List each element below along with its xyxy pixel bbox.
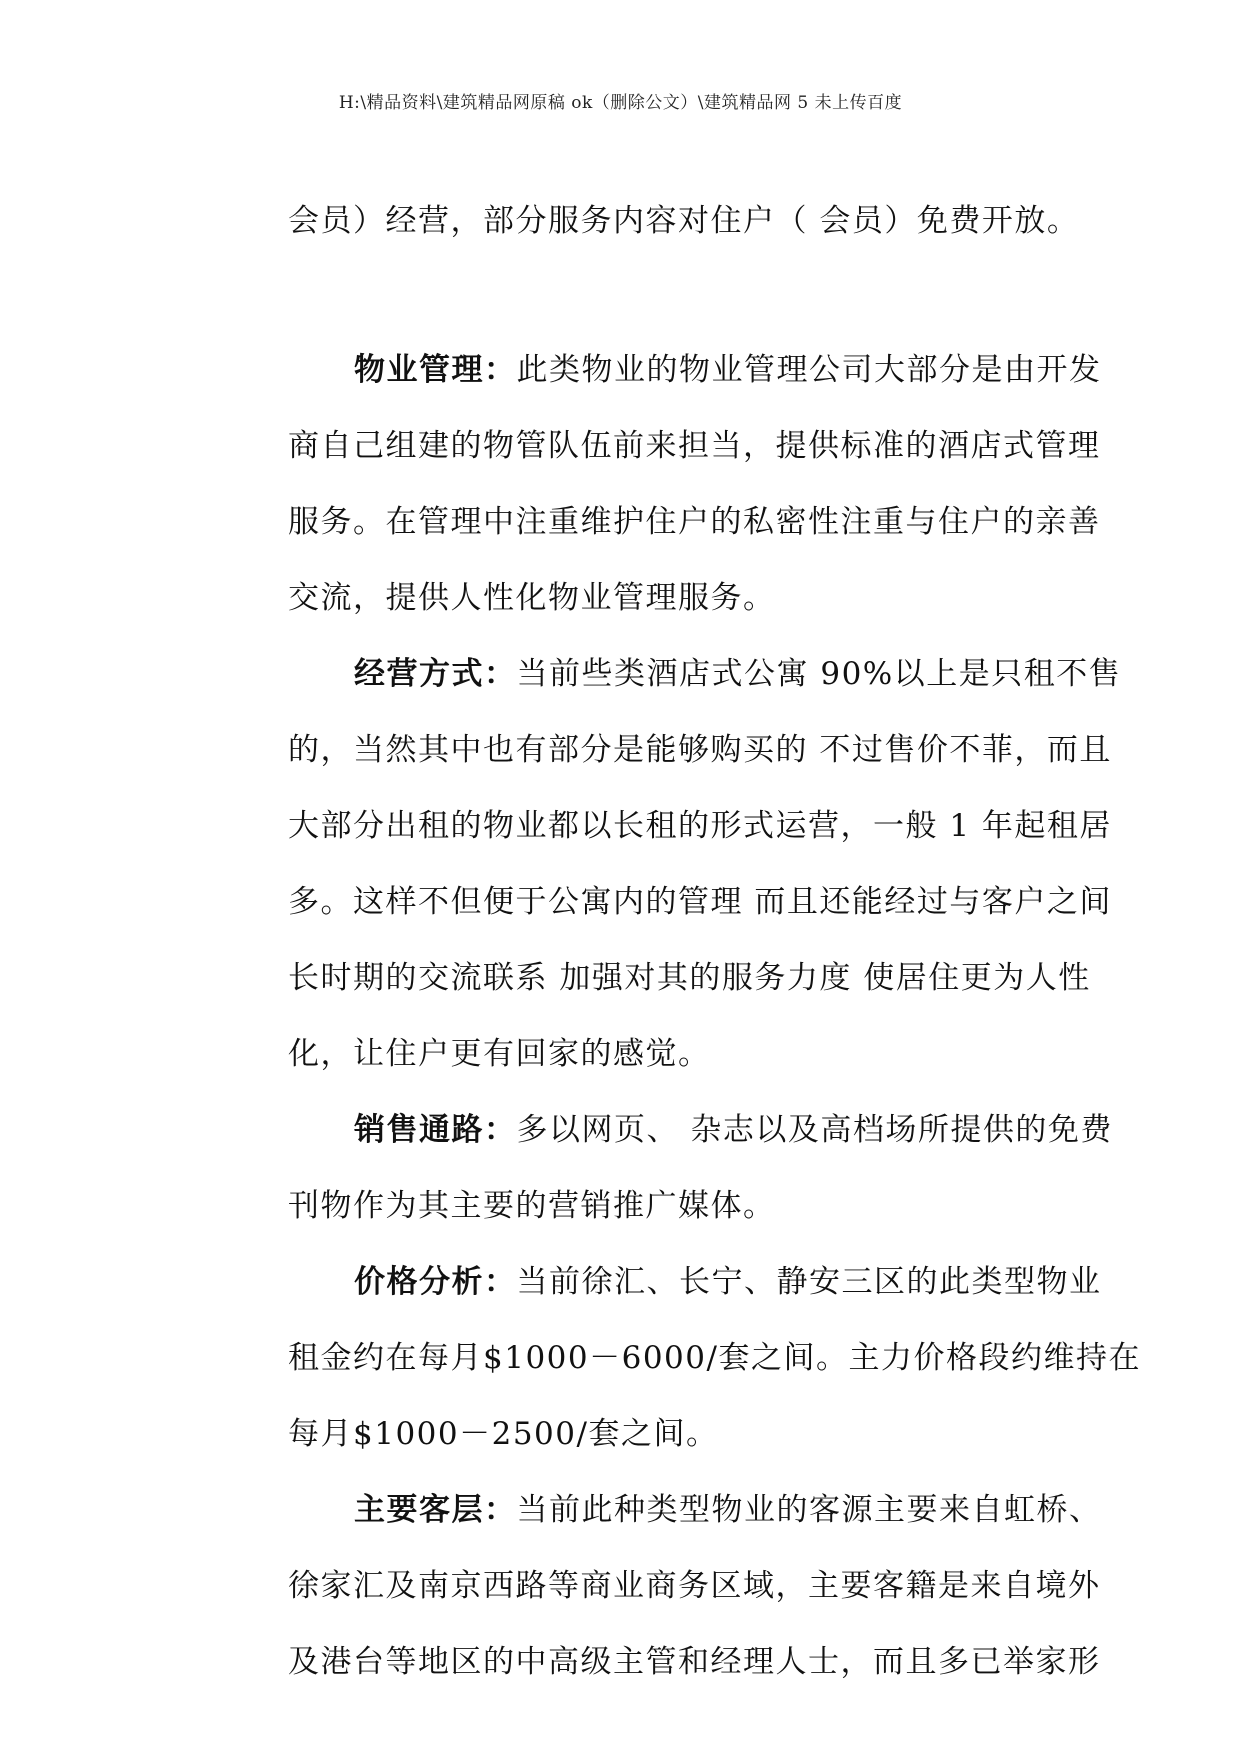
- section-line: 刊物作为其主要的营销推广媒体。: [288, 1188, 776, 1224]
- section-first-line: [288, 1262, 1102, 1302]
- section-text: 多以网页、 杂志以及高档场所提供的免费: [516, 1112, 1113, 1148]
- document-body: [288, 201, 1141, 1718]
- section-line: 租金约在每月$1000－6000/套之间。主力价格段约维持在: [288, 1340, 1141, 1376]
- section-line: 服务。在管理中注重维护住户的私密性注重与住户的亲善: [288, 504, 1101, 540]
- section-line: 商自己组建的物管队伍前来担当，提供标准的酒店式管理: [288, 428, 1101, 464]
- section-line: 多。这样不但便于公寓内的管理 而且还能经过与客户之间: [288, 884, 1112, 920]
- section-operation-mode: [288, 654, 1122, 1074]
- section-label: 价格分析：: [354, 1264, 517, 1300]
- section-price-analysis: [288, 1262, 1141, 1454]
- section-text: 此类物业的物业管理公司大部分是由开发: [516, 352, 1102, 388]
- section-first-line: [288, 654, 1122, 694]
- section-text: 当前此种类型物业的客源主要来自虹桥、: [516, 1492, 1102, 1528]
- continuation-line: 会员）经营，部分服务内容对住户（ 会员）免费开放。: [288, 203, 1080, 239]
- section-line: 的，当然其中也有部分是能够购买的 不过售价不菲，而且: [288, 732, 1112, 768]
- section-line: 及港台等地区的中高级主管和经理人士，而且多已举家形: [288, 1644, 1101, 1680]
- section-sales-channel: [288, 1110, 1113, 1226]
- section-line: 长时期的交流联系 加强对其的服务力度 使居住更为人性: [288, 960, 1091, 996]
- section-line: 化，让住户更有回家的感觉。: [288, 1036, 711, 1072]
- section-property-management: [288, 350, 1102, 618]
- section-text: 当前徐汇、长宁、静安三区的此类型物业: [516, 1264, 1102, 1300]
- section-first-line: [288, 1490, 1102, 1530]
- section-text: 当前些类酒店式公寓 90%以上是只租不售: [516, 656, 1122, 692]
- page-header-path: H:\精品资料\建筑精品网原稿 ok（删除公文）\建筑精品网 5 未上传百度: [338, 93, 903, 113]
- section-label: 主要客层：: [354, 1492, 517, 1528]
- section-line: 交流，提供人性化物业管理服务。: [288, 580, 776, 616]
- section-line: 每月$1000－2500/套之间。: [288, 1416, 719, 1452]
- section-label: 物业管理：: [354, 352, 517, 388]
- section-label: 经营方式：: [354, 656, 517, 692]
- section-first-line: [288, 350, 1102, 390]
- section-label: 销售通路：: [354, 1112, 517, 1148]
- section-first-line: [288, 1110, 1113, 1150]
- section-main-clientele: [288, 1490, 1102, 1682]
- section-line: 徐家汇及南京西路等商业商务区域，主要客籍是来自境外: [288, 1568, 1101, 1604]
- section-line: 大部分出租的物业都以长租的形式运营，一般 1 年起租居: [288, 808, 1112, 844]
